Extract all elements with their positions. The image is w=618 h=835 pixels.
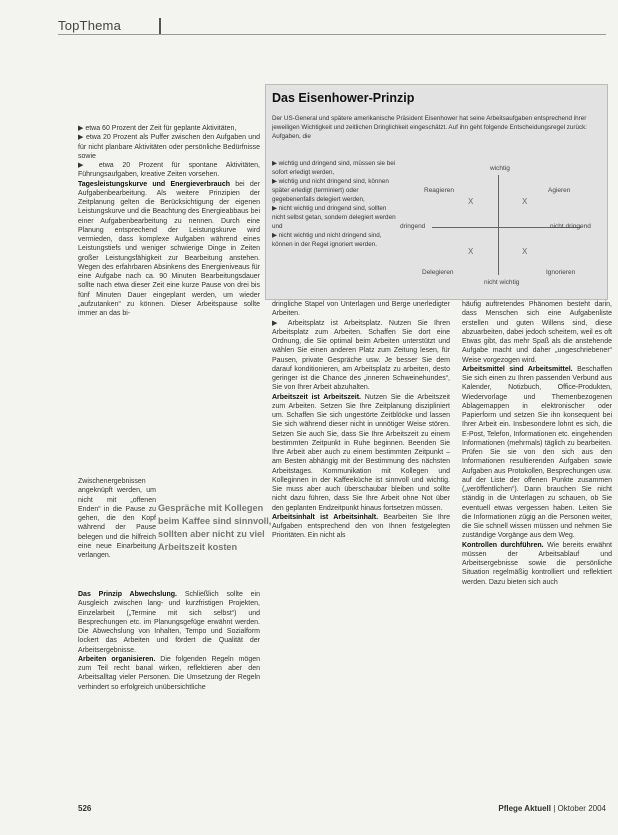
subheading: Arbeitsmittel sind Arbeitsmittel. bbox=[462, 365, 573, 373]
quadrant-reagieren: Reagieren bbox=[424, 187, 454, 194]
quadrant-ignorieren: Ignorieren bbox=[546, 269, 576, 276]
paragraph-text: Beschaffen Sie sich einen zu Ihren passenden Verbund aus Kalender, Notizbuch, Office-Produkten, Wiedervorlage und Themenbezogenen Ablagemappen in elektronischer oder Papierform und setzen Sie ihn konsequent bei Ihrer Arbeit ein. Insbesondere lohnt es sich, die E-Post, Telefon, Informationen etc. eingehenden Informationen (mehrmals) täglich zu bearbeiten. Prüfen Sie sie von den sich aus den Informationen resultierenden Aufgaben sowie Aufgaben aus Protokollen, Besprechungen usw. auf der Liste der offenen Punkte zusammen („veröffentlichen“). Dann brauchen Sie nicht ständig in die Unterlagen zu schauen, ob Sie eventuell etwas vergessen haben. Leiten Sie die Informationen zügig an die Personen weiter, die Sie schnell wissen müssen und nehmen Sie zuständige Vorgänge aus dem Weg. bbox=[462, 365, 612, 540]
issue-date: Oktober 2004 bbox=[557, 804, 606, 813]
quadrant-agieren: Agieren bbox=[548, 187, 571, 194]
box-list-item: ▶ nicht wichtig und nicht dringend sind, können in der Regel ignoriert werden. bbox=[272, 232, 382, 248]
paragraph: dringliche Stapel von Unterlagen und Berge unerledigter Arbeiten. bbox=[272, 301, 450, 318]
subheading: Tagesleistungskurve und Energieverbrauch bbox=[78, 180, 230, 188]
box-intro: Der US-General und spätere amerikanische Präsident Eisenhower hat seine Arbeitsaufgaben entsprechend ihrer jeweiligen Wichtigkeit und zeitlichen Dringlichkeit eingeschätzt. Auf ihn geht folgende Entscheidungsregel zurück: Aufgaben, die bbox=[272, 115, 588, 140]
paragraph: ▶ etwa 60 Prozent der Zeit für geplante Aktivitäten, bbox=[78, 125, 237, 132]
matrix-cross: X bbox=[522, 197, 528, 206]
paragraph: Zwischenergebnissen angeknüpft werden, um nicht mit „offenen Enden“ in die Pause zu gehen, die den Kopf während der Pause belegen und die hilfreich eine neue Einarbeitung verlangen. bbox=[78, 478, 156, 559]
paragraph bbox=[78, 590, 260, 655]
column-1-bottom bbox=[78, 477, 156, 560]
paragraph-text: Bearbeiten Sie Ihre Aufgaben entsprechend den von Ihnen festgelegten Prioritäten. Ein nicht als bbox=[272, 513, 450, 540]
eisenhower-box bbox=[265, 84, 608, 300]
paragraph: ▶ etwa 20 Prozent für spontane Aktivitäten, Führungsaufgaben, kreative Zeiten vorsehen. bbox=[78, 162, 260, 179]
paragraph bbox=[272, 513, 450, 541]
paragraph bbox=[462, 541, 612, 587]
column-1-continued bbox=[78, 590, 260, 692]
matrix-cross: X bbox=[468, 247, 474, 256]
subheading: Arbeitsinhalt ist Arbeitsinhalt. bbox=[272, 513, 379, 521]
subheading: Arbeitszeit ist Arbeitszeit. bbox=[272, 393, 361, 401]
journal-name: Pflege Aktuell bbox=[498, 804, 551, 813]
column-2 bbox=[272, 300, 450, 541]
footer-publication: Pflege Aktuell | Oktober 2004 bbox=[498, 804, 606, 813]
paragraph bbox=[272, 393, 450, 513]
subheading: Kontrollen durchführen. bbox=[462, 541, 544, 549]
paragraph-text: Nutzen Sie die Arbeitszeit zum Arbeiten. Setzen Sie Ihre Zeitplanung diszipliniert um. Schaffen Sie sich ungestörte Zeitblöcke und lassen Sie sich während dieser nicht in unnötiger Weise stören. Setzen Sie auch Sie, dass Sie Ihre Arbeitszeit zu einem bestimmten Zeitpunkt in Ruhe beginnen. Beenden Sie Ihre Arbeit aber auch zu einem bestimmten Zeitpunkt – am Besten abhängig mit der Bestimmung des nächsten Arbeitstages. Kommunikation mit Kollegen und Kolleginnen in der Kaffeeküche ist sinnvoll und wichtig. Sie muss aber auch überschaubar bleiben und sollte nicht dazu führen, dass Sie Ihre Arbeit ohne Not über den geplanten Endzeitpunkt hinaus fortsetzen müssen. bbox=[272, 393, 450, 512]
paragraph: ▶ Arbeitsplatz ist Arbeitsplatz. Nutzen Sie Ihren Arbeitsplatz zum Arbeiten. Schaffen Sie dort eine Ordnung, die Sie optimal beim Arbeiten unterstützt und wählen Sie einen anderen Platz zum Zeitung lesen, für Pausen, private Gespräche usw. Je besser Sie dem darauf konditionieren, am Arbeitsplatz zu arbeiten, desto geringer ist die Chance des „inneren Schweinehundes“, Sie von Ihrer Arbeit abzuhalten. bbox=[272, 319, 450, 392]
matrix-label-left: dringend bbox=[400, 223, 426, 230]
paragraph bbox=[78, 180, 260, 319]
matrix-label-bottom: nicht wichtig bbox=[484, 279, 520, 286]
header-rule bbox=[58, 34, 606, 35]
matrix-label-top: wichtig bbox=[490, 165, 510, 172]
box-list-item: ▶ wichtig und nicht dringend sind, können später erledigt (terminiert) oder gegebenenfalls delegiert werden, bbox=[272, 178, 389, 203]
matrix-label-right: nicht dringend bbox=[550, 223, 591, 230]
eisenhower-matrix bbox=[398, 159, 603, 297]
paragraph bbox=[462, 365, 612, 541]
box-list bbox=[272, 159, 398, 249]
paragraph bbox=[78, 655, 260, 692]
matrix-cross: X bbox=[468, 197, 474, 206]
box-list-item: ▶ nicht wichtig und dringend sind, sollten nicht selbst getan, sondern delegiert werden und bbox=[272, 205, 396, 230]
paragraph-text: Wie bereits erwähnt müssen der Arbeitsablauf und Arbeitsergebnisse sowie die persönliche Situation regelmäßig kontrolliert und reflektiert werden. Dazu bieten sich auch bbox=[462, 541, 613, 586]
subheading: Das Prinzip Abwechslung. bbox=[78, 591, 177, 598]
paragraph-text: Die folgenden Regeln mögen zum Teil recht banal wirken, reflektieren aber den Arbeitsalltag vieler Personen. Die Umsetzung der Regeln verhindert so erfolgreich unübersichtliche bbox=[78, 655, 260, 691]
box-list-item: ▶ wichtig und dringend sind, müssen sie bei sofort erledigt werden, bbox=[272, 160, 396, 176]
paragraph-text: bei der Aufgabenbearbeitung. Als weitere Prinzipien der Zeitplanung gelten die Berücksichtigung der eigenen Leistungskurve und die Beachtung des Energieabbaus bei einer Aufgabenbearbeitung zu nennen. Durch eine Planung entsprechend der Leistungskurve wird vermieden, dass komplexe Aufgaben während eines Leistungstiefs und weniger schwierige Dinge in Zeiten großer Leistungsfähigkeit zur Bearbeitung anstehen. Wegen des erfahrbaren Absinkens des Energieniveaus für eine Aufgabe nach ca. 90 Minuten Bearbeitungsdauer sollte nach etwa dieser Zeit eine kurze Pause von drei bis fünf Minuten Dauer eingeplant werden, um wieder „aufzutanken“ zu können. Dieser Arbeitspause sollte immer an das bi- bbox=[78, 180, 260, 317]
column-3 bbox=[462, 300, 612, 587]
quadrant-delegieren: Delegieren bbox=[422, 269, 454, 276]
pull-quote: Gespräche mit Kollegen beim Kaffee sind sinnvoll, sollten aber nicht zu viel Arbeitszeit kosten bbox=[158, 503, 272, 552]
paragraph: ▶ etwa 20 Prozent als Puffer zwischen den Aufgaben und für nicht planbare Aktivitäten oder persönliche Bedürfnisse sowie bbox=[78, 134, 260, 160]
section-divider bbox=[159, 18, 161, 34]
box-title: Das Eisenhower-Prinzip bbox=[272, 91, 415, 105]
matrix-axis-vertical bbox=[498, 175, 499, 275]
subheading: Arbeiten organisieren. bbox=[78, 655, 156, 663]
column-1-top bbox=[78, 124, 260, 318]
paragraph-text: Schließlich sollte ein Ausgleich zwischen lang- und kurzfristigen Projekten, Einzelarbeit („Termine mit sich selbst“) und Besprechungen etc. im Planungsgefüge erwähnt werden. Die Abwechslung von Inhalten, Tempo und Sozialform lockert das Arbeiten und fördert die Qualität der Arbeitsergebnisse. bbox=[78, 591, 260, 654]
section-label: TopThema bbox=[58, 18, 122, 33]
matrix-cross: X bbox=[522, 247, 528, 256]
paragraph: häufig auftretendes Phänomen besteht darin, dass Menschen sich eine Aufgabenliste erstellen und guten Willens sind, diese abzuarbeiten, dabei jedoch scheitern, weil es oft Etwas gibt, das mehr Spaß als die anstehende Aufgabe macht und daher „ungeschriebener“ Weise vorgezogen wird. bbox=[462, 301, 612, 364]
page-number: 526 bbox=[78, 804, 92, 813]
